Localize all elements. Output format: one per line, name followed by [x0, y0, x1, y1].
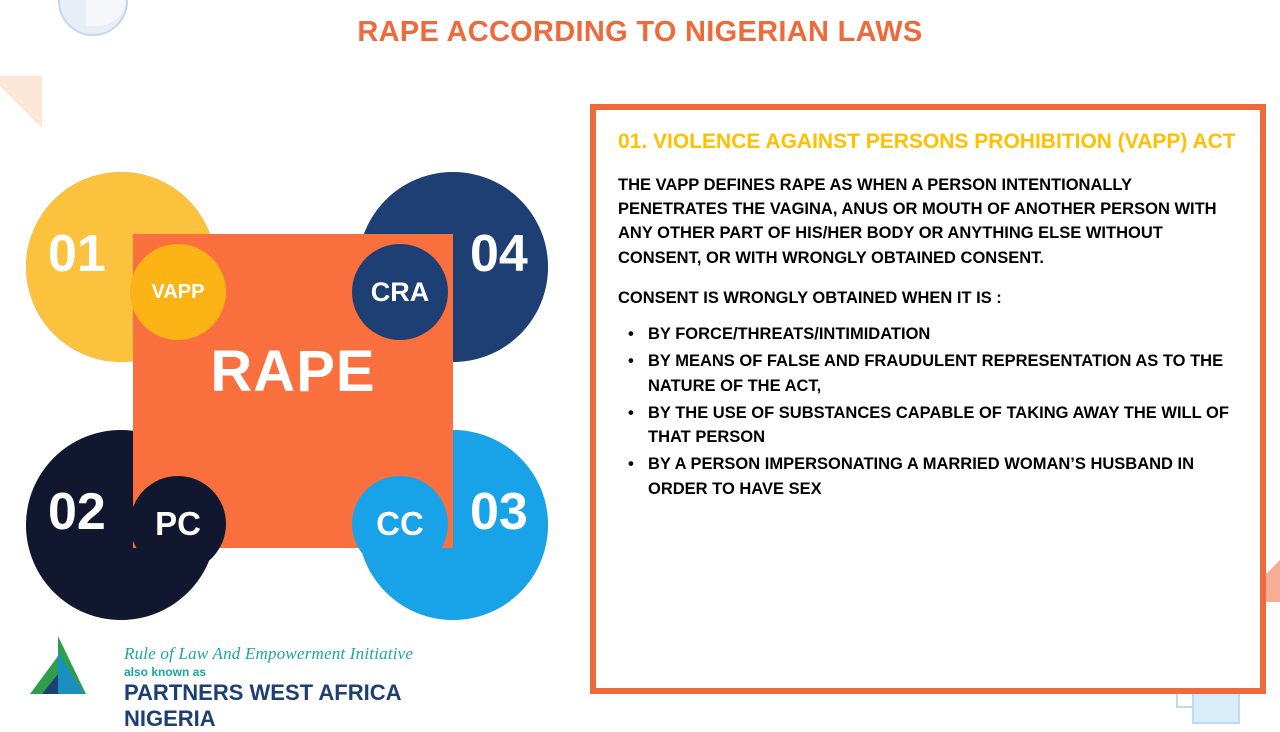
logo-line-1: Rule of Law And Empowerment Initiative — [124, 644, 414, 663]
diagram-node-cc[interactable] — [352, 476, 448, 572]
logo-line-2: also known as — [124, 665, 207, 679]
diagram-node-cra[interactable] — [352, 244, 448, 340]
diagram-number-01: 01 — [48, 225, 106, 283]
logo-text-block — [124, 644, 448, 732]
content-paragraph: THE VAPP DEFINES RAPE AS WHEN A PERSON INTENTIONALLY PENETRATES THE VAGINA, ANUS OR MOUTH OF ANOTHER PERSON WITH ANY OTHER PART OF HIS/HER BODY OR ANYTHING ELSE WITHOUT CONSENT, OR WITH WRONGLY OBTAINED CONSENT. — [618, 175, 1217, 267]
content-subheading: CONSENT IS WRONGLY OBTAINED WHEN IT IS : — [618, 288, 1002, 307]
content-panel — [590, 104, 1266, 694]
diagram-number-02: 02 — [48, 483, 106, 541]
page-title: RAPE ACCORDING TO NIGERIAN LAWS — [357, 16, 923, 48]
list-item: • BY THE USE OF SUBSTANCES CAPABLE OF TAKING AWAY THE WILL OF THAT PERSON — [618, 401, 1238, 450]
logo-partners-word: PARTNERS — [124, 680, 244, 705]
content-heading: 01. VIOLENCE AGAINST PERSONS PROHIBITION (VAPP) ACT — [618, 130, 1236, 153]
diagram-node-cra-label: CRA — [370, 276, 430, 307]
diagram-node-vapp-label: VAPP — [151, 280, 205, 303]
diagram-center-label: RAPE — [210, 339, 376, 404]
list-item: • BY A PERSON IMPERSONATING A MARRIED WOMAN’S HUSBAND IN ORDER TO HAVE SEX — [618, 452, 1238, 501]
decorative-triangle-left — [0, 76, 42, 128]
diagram-node-pc[interactable] — [130, 476, 226, 572]
logo-mark-icon — [28, 632, 112, 708]
diagram-number-04: 04 — [470, 225, 528, 283]
list-item: • BY FORCE/THREATS/INTIMIDATION — [618, 322, 1238, 346]
logo-line-3 — [124, 680, 448, 732]
logo-west-africa-nigeria: WEST AFRICA NIGERIA — [124, 680, 401, 731]
diagram-node-vapp[interactable] — [130, 244, 226, 340]
organization-logo — [28, 630, 448, 731]
list-item: • BY MEANS OF FALSE AND FRAUDULENT REPRESENTATION AS TO THE NATURE OF THE ACT, — [618, 349, 1238, 398]
rape-laws-diagram — [18, 160, 563, 620]
diagram-node-cc-label: CC — [376, 505, 424, 542]
diagram-node-pc-label: PC — [155, 505, 201, 542]
content-bullet-list — [618, 322, 1238, 501]
diagram-number-03: 03 — [470, 483, 528, 541]
